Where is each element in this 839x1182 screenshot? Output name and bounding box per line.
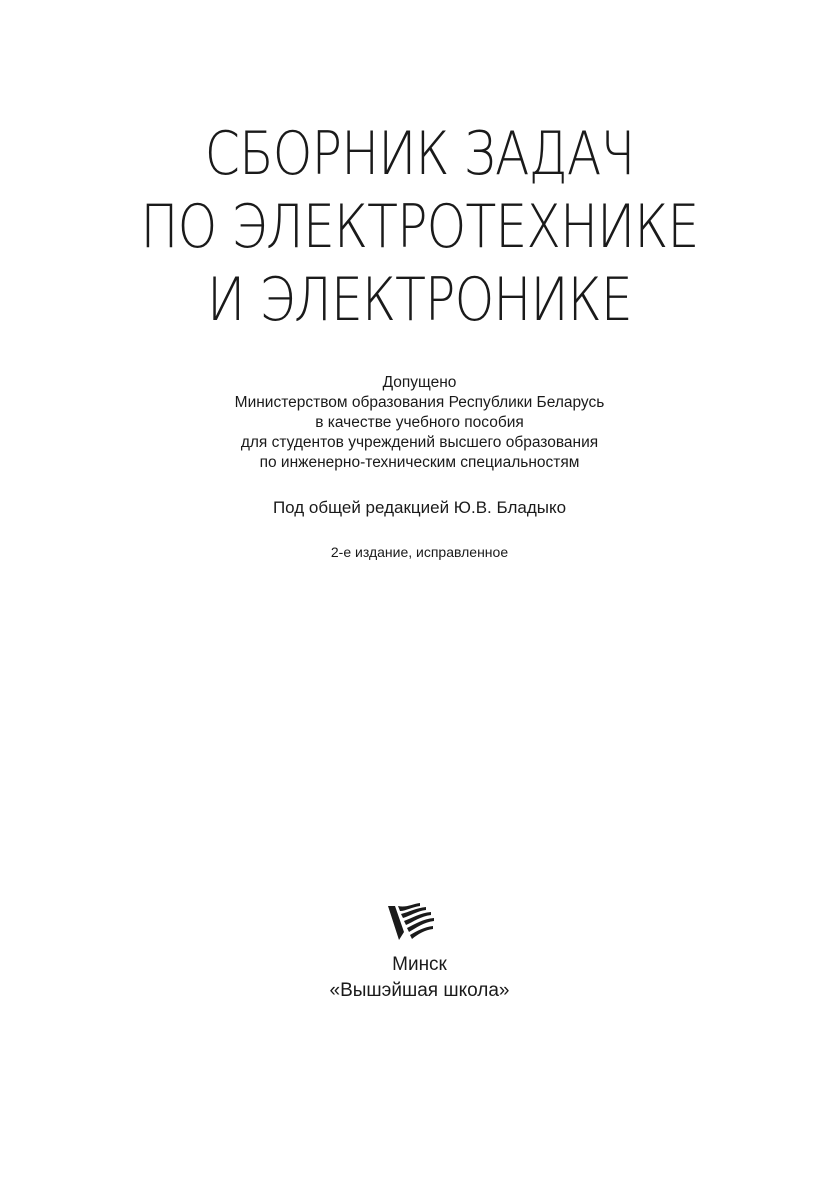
book-title-line: СБОРНИК ЗАДАЧ [204, 119, 635, 189]
publisher-imprint [0, 952, 839, 1004]
approval-line: Министерством образования Республики Беларусь [234, 394, 605, 411]
publisher-city: Минск [392, 954, 447, 975]
edition-note: 2-е издание, исправленное [330, 544, 509, 560]
publisher-name: «Вышэйшая школа» [329, 980, 510, 1001]
approval-line: Допущено [382, 374, 457, 391]
editor-credit: Под общей редакцией Ю.В. Бладыко [272, 498, 567, 517]
book-title [0, 118, 839, 337]
book-title-line: И ЭЛЕКТРОНИКЕ [207, 265, 632, 335]
approval-line: по инженерно-техническим специальностям [259, 454, 580, 471]
approval-statement [0, 373, 839, 473]
book-title-line: ПО ЭЛЕКТРОТЕХНИКЕ [140, 192, 699, 262]
approval-line: для студентов учреждений высшего образования [240, 434, 599, 451]
publisher-logo-icon [386, 902, 436, 942]
approval-line: в качестве учебного пособия [315, 414, 524, 431]
